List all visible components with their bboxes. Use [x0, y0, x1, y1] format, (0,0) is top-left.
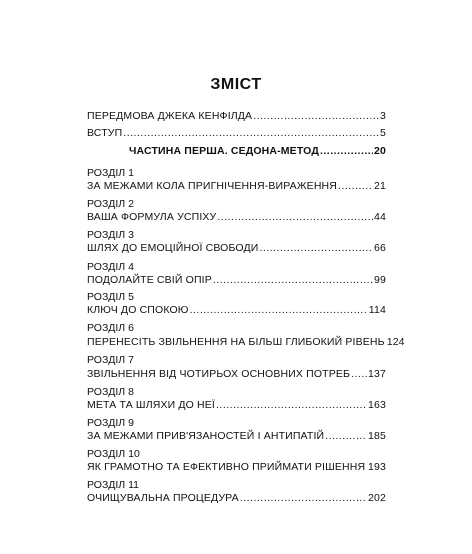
chapter-label: РОЗДІЛ 6 [87, 322, 134, 334]
toc-entry-page: 185 [368, 430, 386, 442]
toc-entry-title: МЕТА ТА ШЛЯХИ ДО НЕЇ [87, 399, 215, 411]
dot-leader [123, 127, 379, 140]
toc-entry-page: 5 [380, 127, 386, 139]
toc-entry-title: ЗВІЛЬНЕННЯ ВІД ЧОТИРЬОХ ОСНОВНИХ ПОТРЕБ [87, 368, 351, 380]
toc-entry-chapter-4[interactable] [87, 274, 386, 287]
toc-entry-page: 137 [368, 368, 386, 380]
toc-entry-title: ПОДОЛАЙТЕ СВІЙ ОПІР [87, 274, 212, 286]
toc-entry-chapter-1[interactable] [87, 180, 386, 193]
toc-entry-chapter-3[interactable] [87, 242, 386, 255]
toc-entry-page: 3 [380, 110, 386, 122]
toc-entry-page: 20 [374, 145, 386, 157]
toc-entry-page: 21 [374, 180, 386, 192]
toc-entry-title: ЯК ГРАМОТНО ТА ЕФЕКТИВНО ПРИЙМАТИ РІШЕННЯ [87, 461, 366, 473]
toc-entry-page: 44 [374, 211, 386, 223]
toc-entry-chapter-5[interactable] [87, 304, 386, 317]
toc-entry-foreword[interactable] [87, 110, 386, 123]
dot-leader [320, 145, 373, 158]
dot-leader [351, 368, 367, 381]
dot-leader [217, 211, 373, 224]
dot-leader [338, 180, 373, 193]
toc-entry-chapter-11[interactable] [87, 492, 386, 505]
dot-leader [216, 399, 367, 412]
toc-entry-title: ПЕРЕДМОВА ДЖЕКА КЕНФІЛДА [87, 110, 253, 122]
toc-entry-intro[interactable] [87, 127, 386, 140]
chapter-label: РОЗДІЛ 4 [87, 261, 134, 273]
toc-entry-page: 66 [374, 242, 386, 254]
toc-entry-title: ВСТУП [87, 127, 123, 139]
toc-entry-title: ПЕРЕНЕСІТЬ ЗВІЛЬНЕННЯ НА БІЛЬШ ГЛИБОКИЙ РІВЕНЬ [87, 336, 385, 348]
chapter-label: РОЗДІЛ 11 [87, 479, 140, 491]
toc-entry-chapter-8[interactable] [87, 399, 386, 412]
toc-entry-title: ЗА МЕЖАМИ ПРИВ'ЯЗАНОСТЕЙ І АНТИПАТІЙ [87, 430, 325, 442]
dot-leader [366, 461, 367, 474]
toc-entry-chapter-6[interactable] [87, 336, 405, 349]
dot-leader [190, 304, 368, 317]
chapter-label: РОЗДІЛ 8 [87, 386, 134, 398]
toc-entry-page: 193 [368, 461, 386, 473]
dot-leader [253, 110, 379, 123]
toc-entry-title: ОЧИЩУВАЛЬНА ПРОЦЕДУРА [87, 492, 239, 504]
dot-leader [213, 274, 373, 287]
toc-entry-page: 163 [368, 399, 386, 411]
chapter-label: РОЗДІЛ 5 [87, 291, 134, 303]
dot-leader [325, 430, 367, 443]
chapter-label: РОЗДІЛ 2 [87, 198, 134, 210]
toc-entry-title: ВАША ФОРМУЛА УСПІХУ [87, 211, 217, 223]
toc-entry-chapter-7[interactable] [87, 368, 386, 381]
chapter-label: РОЗДІЛ 9 [87, 417, 134, 429]
toc-entry-chapter-2[interactable] [87, 211, 386, 224]
toc-entry-page: 124 [386, 336, 405, 348]
toc-entry-page: 99 [374, 274, 386, 286]
toc-entry-chapter-10[interactable] [87, 461, 386, 474]
toc-entry-title: КЛЮЧ ДО СПОКОЮ [87, 304, 189, 316]
dot-leader [240, 492, 367, 505]
chapter-label: РОЗДІЛ 3 [87, 229, 134, 241]
toc-entry-part-one[interactable] [87, 145, 386, 158]
chapter-label: РОЗДІЛ 7 [87, 354, 134, 366]
toc-entry-page: 202 [368, 492, 386, 504]
page-title: ЗМІСТ [210, 76, 262, 93]
toc-part-title: ЧАСТИНА ПЕРША. СЕДОНА-МЕТОД [129, 145, 319, 157]
chapter-label: РОЗДІЛ 1 [87, 167, 134, 179]
toc-entry-chapter-9[interactable] [87, 430, 386, 443]
toc-entry-page: 114 [368, 304, 386, 316]
chapter-label: РОЗДІЛ 10 [87, 448, 140, 460]
dot-leader [259, 242, 373, 255]
toc-entry-title: ЗА МЕЖАМИ КОЛА ПРИГНІЧЕННЯ-ВИРАЖЕННЯ [87, 180, 338, 192]
toc-entry-title: ШЛЯХ ДО ЕМОЦІЙНОЇ СВОБОДИ [87, 242, 259, 254]
